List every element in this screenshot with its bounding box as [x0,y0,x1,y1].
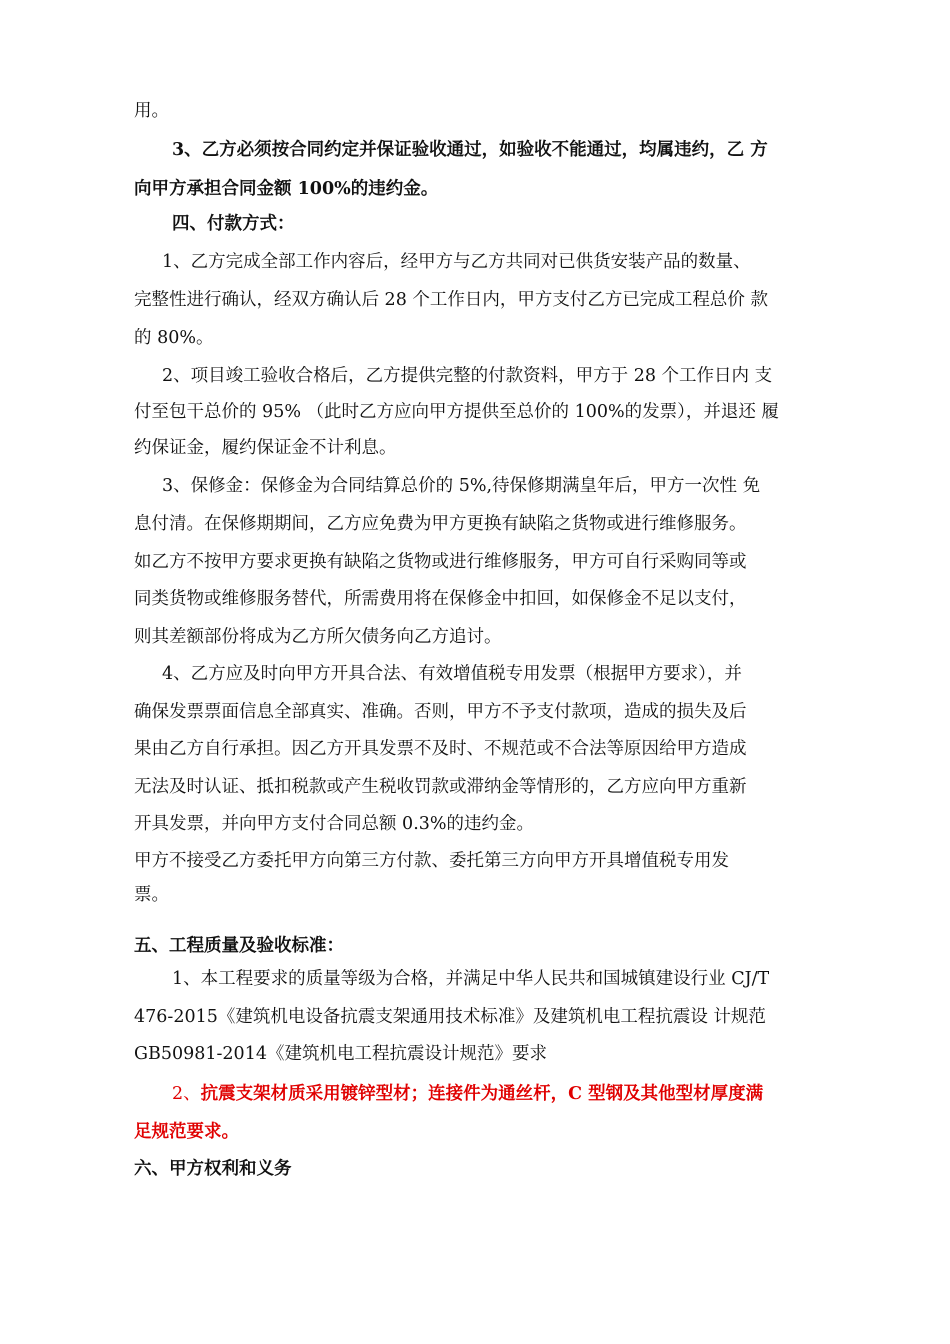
text-line: 息付清。在保修期期间，乙方应免费为甲方更换有缺陷之货物或进行维修服务。 [134,514,747,534]
text-line: 付至包干总价的 95% （此时乙方应向甲方提供至总价的 100%的发票），并退还 履 [134,402,779,422]
highlighted-clause-line [172,1082,763,1106]
text-line: GB50981-2014《建筑机电工程抗震设计规范》要求 [134,1044,547,1064]
text-line: 的 80%。 [134,328,214,348]
clause-number: 2、 [172,1084,201,1104]
text-line: 2、项目竣工验收合格后，乙方提供完整的付款资料，甲方于 28 个工作日内 支 [162,366,773,386]
text-line: 同类货物或维修服务替代，所需费用将在保修金中扣回，如保修金不足以支付， [134,589,747,609]
text-line: 3、保修金：保修金为合同结算总价的 5%,待保修期满皇年后，甲方一次性 免 [162,476,761,496]
text-line: 向甲方承担合同金额 100%的违约金。 [134,179,439,199]
text-line: 用。 [134,101,169,121]
section-heading-quality: 五、工程质量及验收标准： [134,936,344,956]
text-line: 4、乙方应及时向甲方开具合法、有效增值税专用发票（根据甲方要求），并 [162,664,742,684]
highlighted-text: 抗震支架材质采用镀锌型材；连接件为通丝杆，C 型钢及其他型材厚度满 [200,1084,764,1104]
text-line: 确保发票票面信息全部真实、准确。否则，甲方不予支付款项，造成的损失及后 [134,702,747,722]
text-line: 1、乙方完成全部工作内容后，经甲方与乙方共同对已供货安装产品的数量、 [162,252,751,272]
text-line: 票。 [134,885,169,905]
text-line: 无法及时认证、抵扣税款或产生税收罚款或滞纳金等情形的，乙方应向甲方重新 [134,777,747,797]
clause-3-line: 3、乙方必须按合同约定并保证验收通过，如验收不能通过，均属违约，乙 方 [172,140,768,160]
text-line: 1、本工程要求的质量等级为合格，并满足中华人民共和国城镇建设行业 CJ/T [172,969,770,989]
section-heading-payment: 四、付款方式： [172,214,295,234]
text-line: 约保证金，履约保证金不计利息。 [134,438,397,458]
text-line: 果由乙方自行承担。因乙方开具发票不及时、不规范或不合法等原因给甲方造成 [134,739,747,759]
text-line: 如乙方不按甲方要求更换有缺陷之货物或进行维修服务，甲方可自行采购同等或 [134,552,747,572]
text-line: 开具发票，并向甲方支付合同总额 0.3%的违约金。 [134,814,535,834]
text-line: 完整性进行确认，经双方确认后 28 个工作日内，甲方支付乙方已完成工程总价 款 [134,290,768,310]
section-heading-rights: 六、甲方权利和义务 [134,1159,292,1179]
text-line: 476-2015《建筑机电设备抗震支架通用技术标准》及建筑机电工程抗震设 计规范 [134,1007,766,1027]
text-line: 则其差额部份将成为乙方所欠债务向乙方追讨。 [134,627,502,647]
text-line: 甲方不接受乙方委托甲方向第三方付款、委托第三方向甲方开具增值税专用发 [134,851,729,871]
highlighted-text: 足规范要求。 [134,1122,239,1142]
